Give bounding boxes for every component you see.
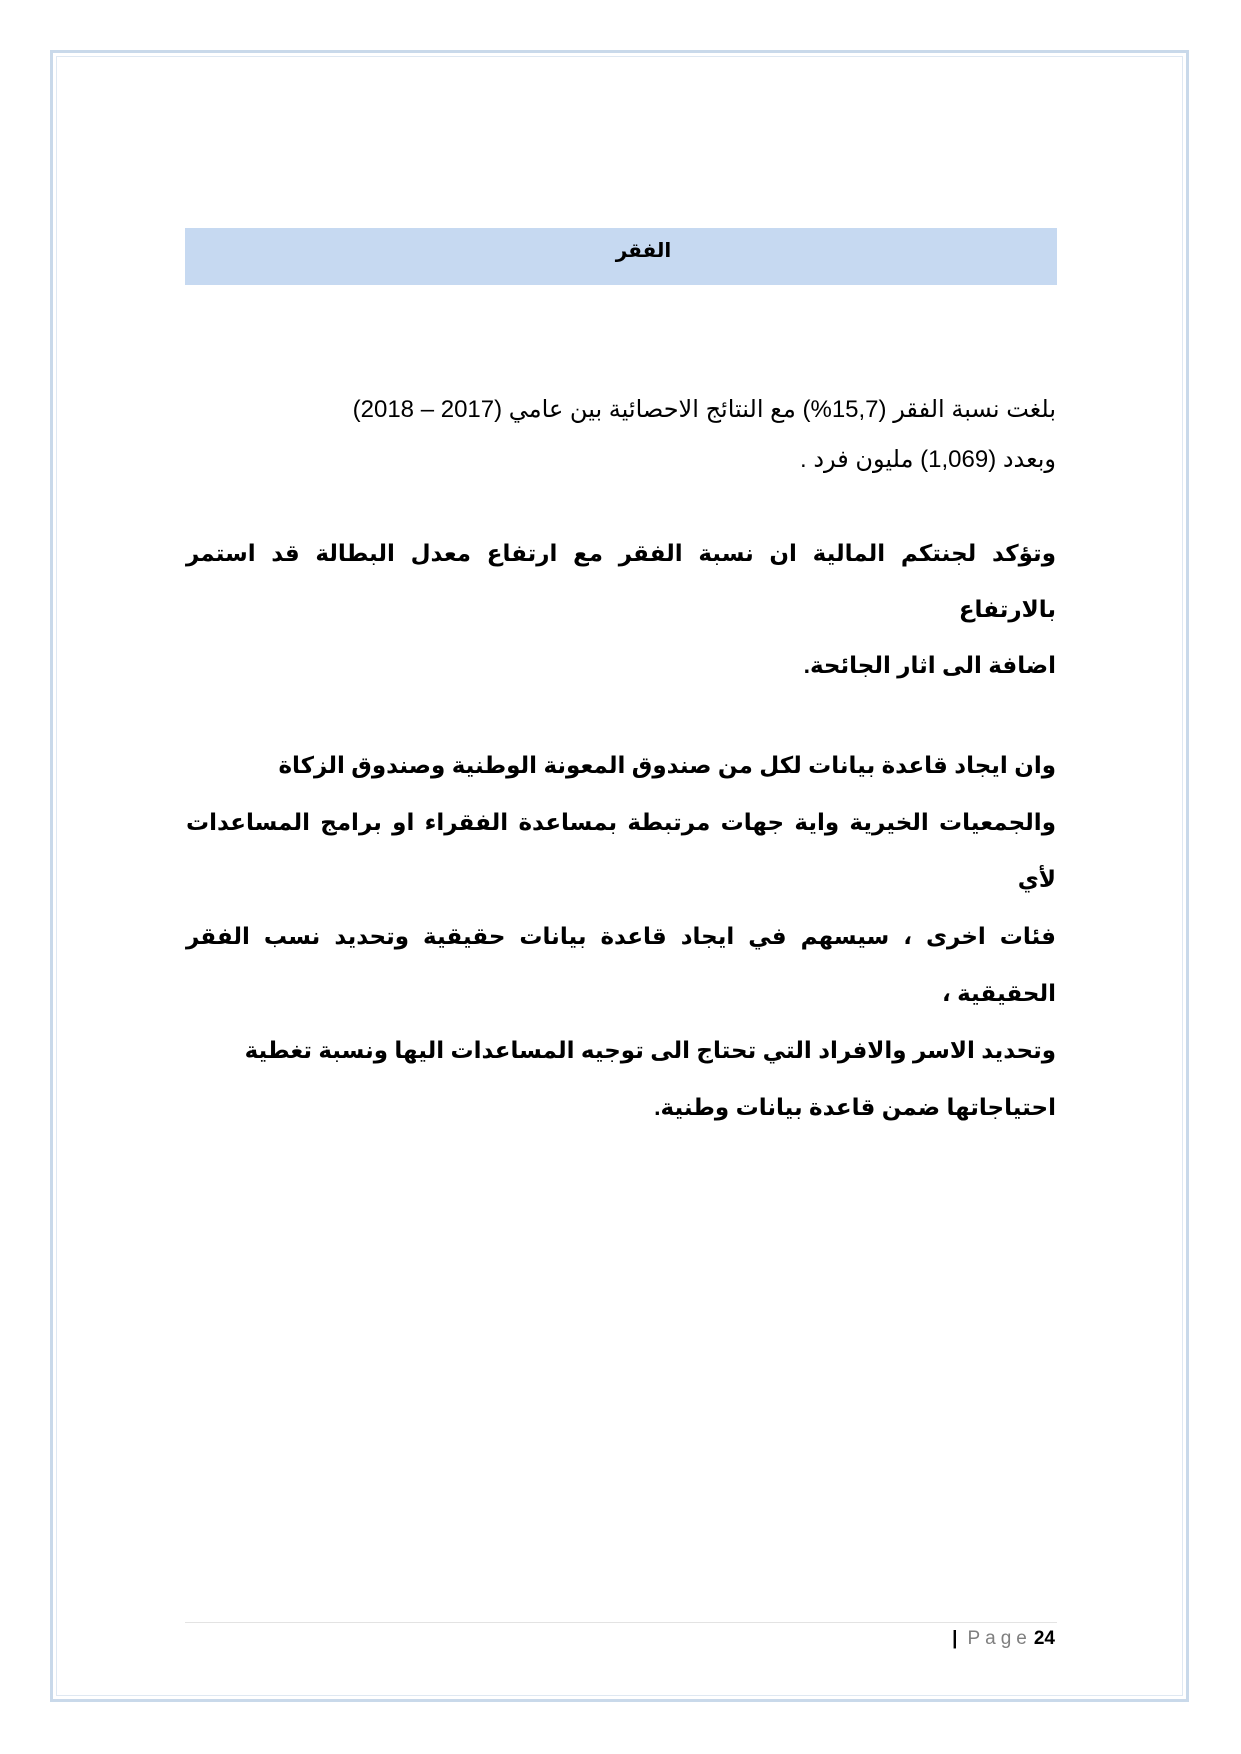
- footer-page-label: Page: [967, 1628, 1032, 1649]
- paragraph-line: وان ايجاد قاعدة بيانات لكل من صندوق المعونة الوطنية وصندوق الزكاة: [278, 752, 1056, 778]
- page-footer: [952, 1628, 1055, 1650]
- paragraph-line: بلغت نسبة الفقر (15,7%) مع النتائج الاحصائية بين عامي (2017 – 2018): [352, 396, 1056, 423]
- paragraph-line: اضافة الى اثار الجائحة.: [803, 652, 1056, 678]
- paragraph-line: والجمعيات الخيرية واية جهات مرتبطة بمساعدة الفقراء او برامج المساعدات لأي: [186, 809, 1056, 892]
- paragraph-line: وتحديد الاسر والافراد التي تحتاج الى توجيه المساعدات اليها ونسبة تغطية: [244, 1037, 1056, 1063]
- paragraph-line: وبعدد (1,069) مليون فرد .: [800, 446, 1056, 473]
- footer-separator: |: [952, 1628, 958, 1649]
- paragraph-committee-note: [186, 525, 1056, 693]
- paragraph-line: وتؤكد لجنتكم المالية ان نسبة الفقر مع ارتفاع معدل البطالة قد استمر بالارتفاع: [186, 540, 1056, 622]
- paragraph-poverty-rate: [186, 385, 1056, 485]
- paragraph-line: احتياجاتها ضمن قاعدة بيانات وطنية.: [654, 1094, 1056, 1120]
- section-title: الفقر: [615, 240, 672, 262]
- paragraph-line: فئات اخرى ، سيسهم في ايجاد قاعدة بيانات حقيقية وتحديد نسب الفقر الحقيقية ،: [186, 923, 1056, 1006]
- paragraph-database-proposal: [186, 737, 1056, 1136]
- footer-divider: [185, 1622, 1057, 1623]
- section-title-bar: [185, 228, 1057, 285]
- footer-page-number: 24: [1033, 1628, 1055, 1649]
